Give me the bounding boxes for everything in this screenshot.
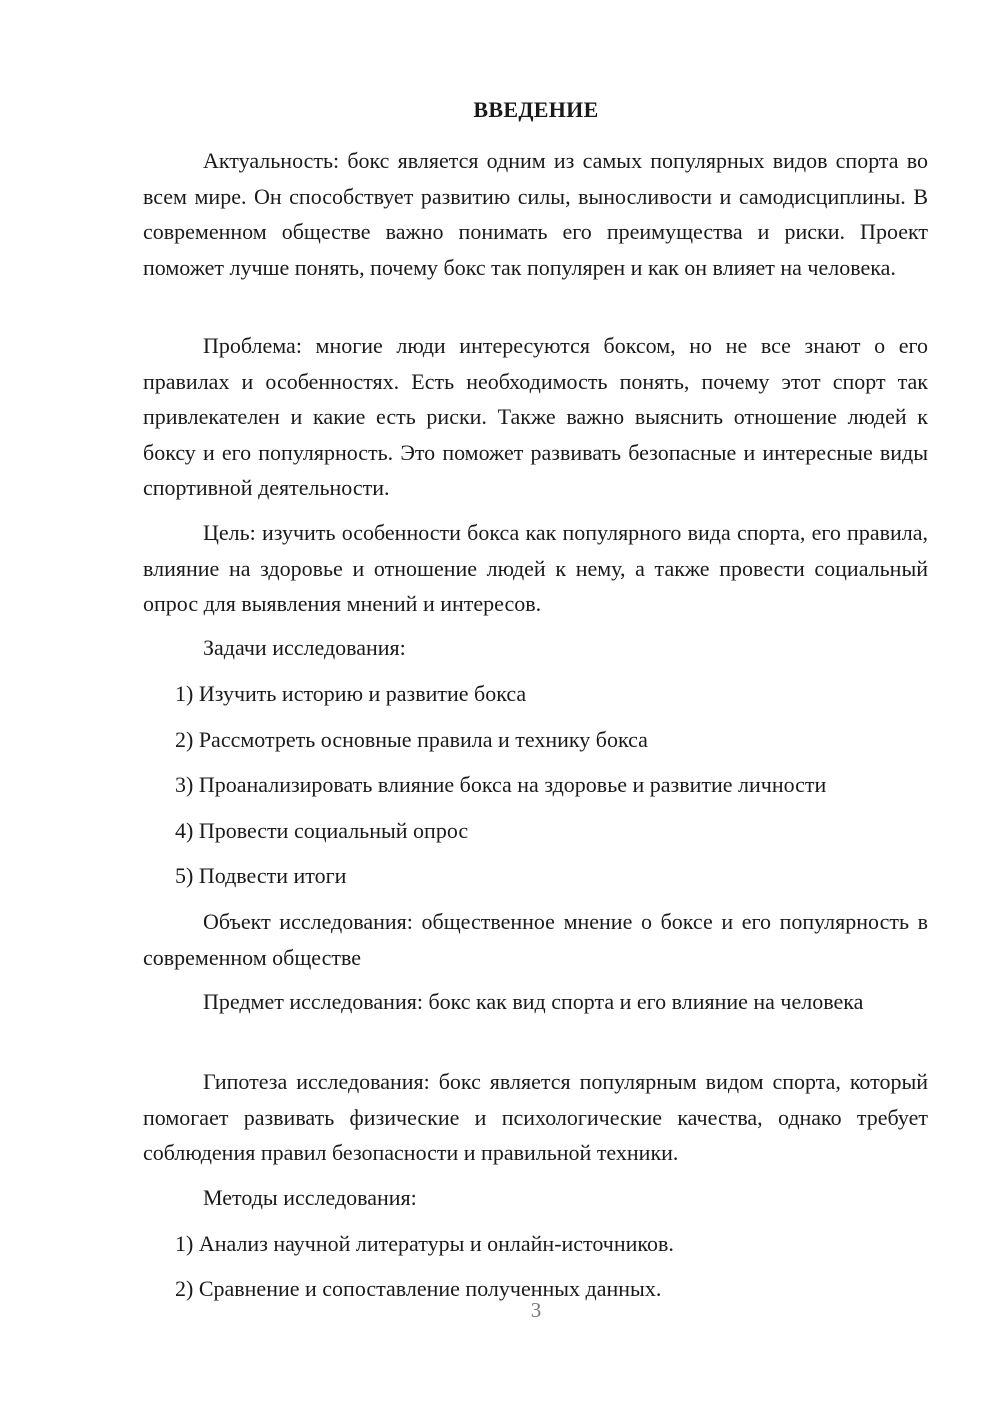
method-item-2: 2) Сравнение и сопоставление полученных данных. [175, 1276, 662, 1301]
task-item-5: 5) Подвести итоги [175, 863, 347, 888]
tasks-label: Задачи исследования: [203, 635, 406, 660]
object-paragraph: Объект исследования: общественное мнение о боксе и его популярность в современном обществе [143, 909, 928, 970]
hypothesis-paragraph-block [143, 1064, 928, 1171]
problem-paragraph: Проблема: многие люди интересуются боксом, но не все знают о его правилах и особенностях. Есть необходимость понять, почему этот спорт так привлекателен и какие есть риски. Также важно выяснить отношение людей к боксу и его популярность. Это поможет развивать безопасные и интересные виды спортивной деятельности. [143, 333, 928, 500]
hypothesis-paragraph: Гипотеза исследования: бокс является популярным видом спорта, который помогает развивать физические и психологические качества, однако требует соблюдения правил безопасности и правильной техники. [143, 1069, 928, 1165]
subject-paragraph: Предмет исследования: бокс как вид спорта и его влияние на человека [203, 989, 864, 1014]
task-item-3: 3) Проанализировать влияние бокса на здоровье и развитие личности [175, 772, 827, 797]
task-item-1: 1) Изучить историю и развитие бокса [175, 681, 527, 706]
relevance-paragraph: Актуальность: бокс является одним из самых популярных видов спорта во всем мире. Он способствует развитию силы, выносливости и самодисциплины. В современном обществе важно понимать его преимущества и риски. Проект поможет лучше понять, почему бокс так популярен и как он влияет на человека. [143, 148, 928, 280]
methods-label: Методы исследования: [203, 1185, 417, 1210]
task-item-2: 2) Рассмотреть основные правила и технику бокса [175, 727, 648, 752]
method-item-1: 1) Анализ научной литературы и онлайн-источников. [175, 1231, 674, 1256]
task-item-4: 4) Провести социальный опрос [175, 818, 469, 843]
goal-paragraph: Цель: изучить особенности бокса как популярного вида спорта, его правила, влияние на здоровье и отношение людей к нему, а также провести социальный опрос для выявления мнений и интересов. [143, 520, 928, 616]
problem-paragraph-block [143, 328, 928, 506]
page-title: ВВЕДЕНИЕ [473, 97, 599, 122]
relevance-paragraph-block [143, 143, 928, 285]
object-paragraph-block [143, 904, 928, 975]
page-number: 3 [530, 1298, 542, 1322]
subject-paragraph-block [143, 984, 928, 1020]
goal-paragraph-block [143, 515, 928, 622]
